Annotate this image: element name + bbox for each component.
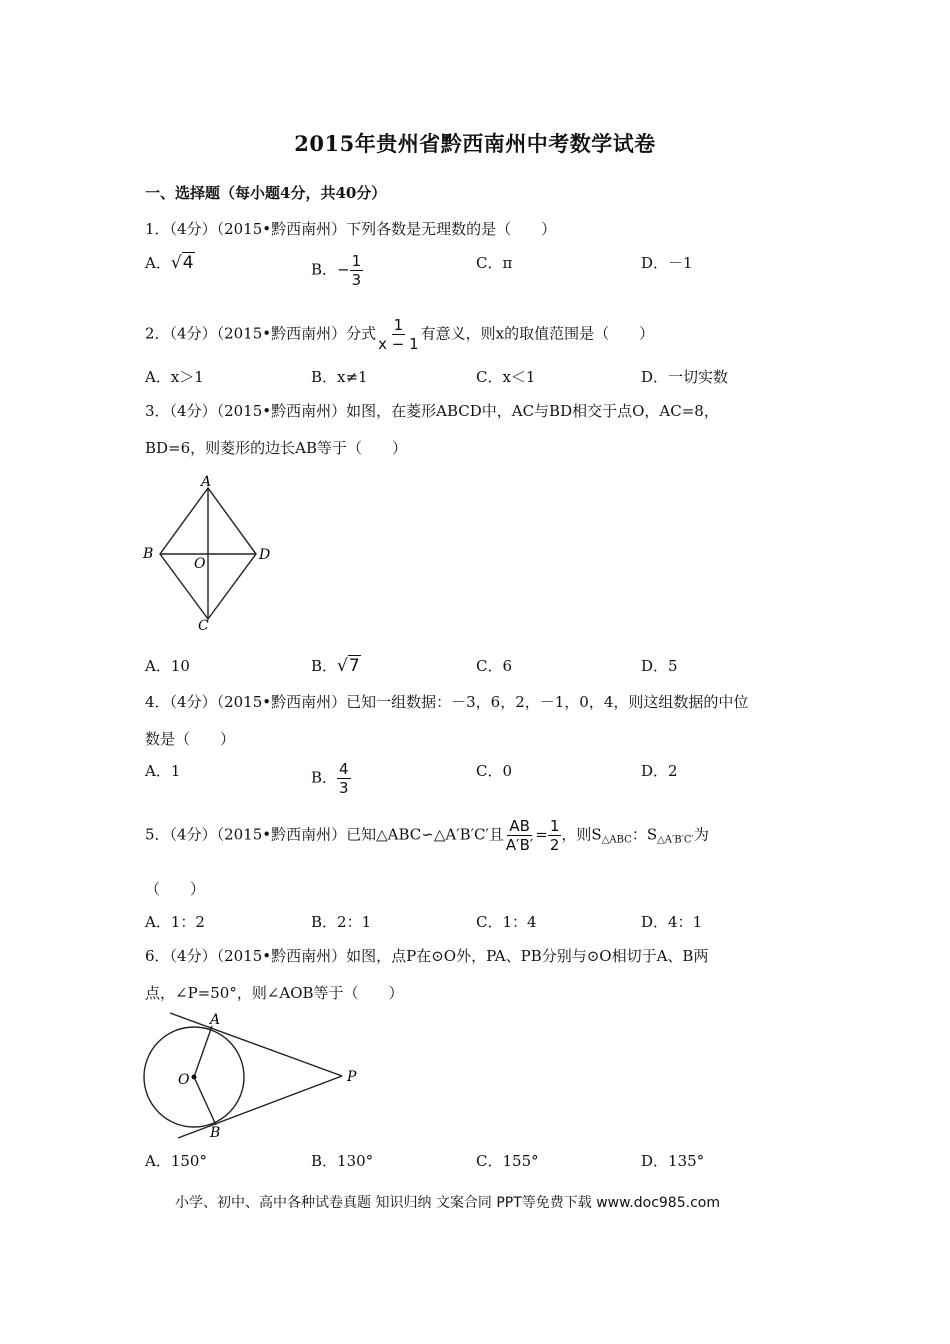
fraction: $\frac{1}{x - 1}$ bbox=[378, 316, 419, 353]
fraction: $\frac{1}{2}$ bbox=[549, 817, 560, 854]
fraction: $\frac{AB}{A'B'}$ bbox=[505, 817, 534, 854]
question-5-line-2: （ ） bbox=[145, 880, 206, 898]
label-p: P bbox=[347, 1069, 357, 1085]
q6-option-d[interactable]: D．135° bbox=[641, 1152, 705, 1170]
q3-option-a[interactable]: A．10 bbox=[145, 657, 190, 675]
question-1-text: 1．（4分）（2015•黔西南州）下列各数是无理数的是（ ） bbox=[145, 220, 557, 238]
q4-option-b[interactable]: B． $\frac{4}{3}$ bbox=[311, 760, 349, 797]
label-o: O bbox=[194, 556, 206, 572]
label-a: A bbox=[201, 474, 212, 490]
sqrt-symbol: √4 bbox=[170, 253, 194, 273]
tangent-pa bbox=[170, 1013, 342, 1076]
q6-option-b[interactable]: B．130° bbox=[311, 1152, 374, 1170]
q5-option-d[interactable]: D．4：1 bbox=[641, 913, 703, 931]
label-d: D bbox=[259, 547, 271, 563]
circle-tangent-figure bbox=[138, 1010, 368, 1142]
tangent-pb bbox=[178, 1076, 342, 1138]
question-6-line-1: 6．（4分）（2015•黔西南州）如图，点P在⊙O外，PA、PB分别与⊙O相切于A、B两 bbox=[145, 947, 709, 965]
q1-option-d[interactable]: D．－1 bbox=[641, 254, 693, 272]
q1-option-b[interactable]: B．− $\frac{1}{3}$ bbox=[311, 252, 362, 289]
footer-banner[interactable]: 小学、初中、高中各种试卷真题 知识归纳 文案合同 PPT等免费下载 www.doc985.com bbox=[175, 1195, 720, 1211]
rhombus-figure bbox=[138, 474, 278, 636]
question-3-line-1: 3．（4分）（2015•黔西南州）如图，在菱形ABCD中，AC与BD相交于点O，AC=8， bbox=[145, 402, 719, 420]
label-b: B bbox=[210, 1125, 221, 1141]
fraction: $\frac{4}{3}$ bbox=[339, 760, 349, 797]
label-o: O bbox=[178, 1072, 190, 1088]
q2-option-a[interactable]: A．x＞1 bbox=[145, 368, 204, 386]
question-6-line-2: 点，∠P=50°，则∠AOB等于（ ） bbox=[145, 984, 404, 1002]
question-2-text: 2．（4分）（2015•黔西南州）分式 $\frac{1}{x - 1}$ 有意义，则x的取值范围是（ ） bbox=[145, 316, 655, 353]
q5-option-c[interactable]: C．1：4 bbox=[476, 913, 537, 931]
q6-option-a[interactable]: A．150° bbox=[145, 1152, 207, 1170]
question-4-line-1: 4．（4分）（2015•黔西南州）已知一组数据：－3，6，2，－1，0，4，则这组数据的中位 bbox=[145, 693, 749, 711]
question-3-line-2: BD=6，则菱形的边长AB等于（ ） bbox=[145, 439, 408, 457]
q1-option-c[interactable]: C．π bbox=[476, 254, 513, 272]
q2-option-c[interactable]: C．x＜1 bbox=[476, 368, 536, 386]
q2-option-b[interactable]: B．x≠1 bbox=[311, 368, 368, 386]
q4-option-a[interactable]: A．1 bbox=[145, 762, 181, 780]
q6-option-c[interactable]: C．155° bbox=[476, 1152, 539, 1170]
q5-option-b[interactable]: B．2：1 bbox=[311, 913, 372, 931]
center-point bbox=[192, 1075, 197, 1080]
q3-option-b[interactable]: B．√7 bbox=[311, 656, 360, 676]
sqrt-symbol: √7 bbox=[337, 656, 360, 676]
label-c: C bbox=[198, 618, 209, 634]
q4-option-d[interactable]: D．2 bbox=[641, 762, 678, 780]
section-heading: 一、选择题（每小题4分，共40分） bbox=[145, 184, 387, 202]
q3-option-d[interactable]: D．5 bbox=[641, 657, 678, 675]
label-b: B bbox=[143, 546, 154, 562]
question-5-text: 5．（4分）（2015•黔西南州）已知△ABC∽△A′B′C′且 $\frac{AB}{A'B'}$ = $\frac{1}{2}$ ，则$S_{\triangle ABC}$：$S_{\triangle A'B'C'}$为 bbox=[145, 817, 709, 854]
q4-option-c[interactable]: C．0 bbox=[476, 762, 513, 780]
q1-option-a[interactable]: A．√4 bbox=[145, 253, 194, 273]
radius-ob bbox=[194, 1077, 216, 1125]
q3-option-c[interactable]: C．6 bbox=[476, 657, 513, 675]
question-4-line-2: 数是（ ） bbox=[145, 730, 236, 748]
radius-oa bbox=[194, 1026, 212, 1077]
fraction: $\frac{1}{3}$ bbox=[351, 252, 362, 289]
label-a: A bbox=[210, 1012, 221, 1028]
page-title: 2015年贵州省黔西南州中考数学试卷 bbox=[294, 131, 656, 156]
q5-option-a[interactable]: A．1：2 bbox=[145, 913, 205, 931]
q2-option-d[interactable]: D．一切实数 bbox=[641, 368, 729, 386]
